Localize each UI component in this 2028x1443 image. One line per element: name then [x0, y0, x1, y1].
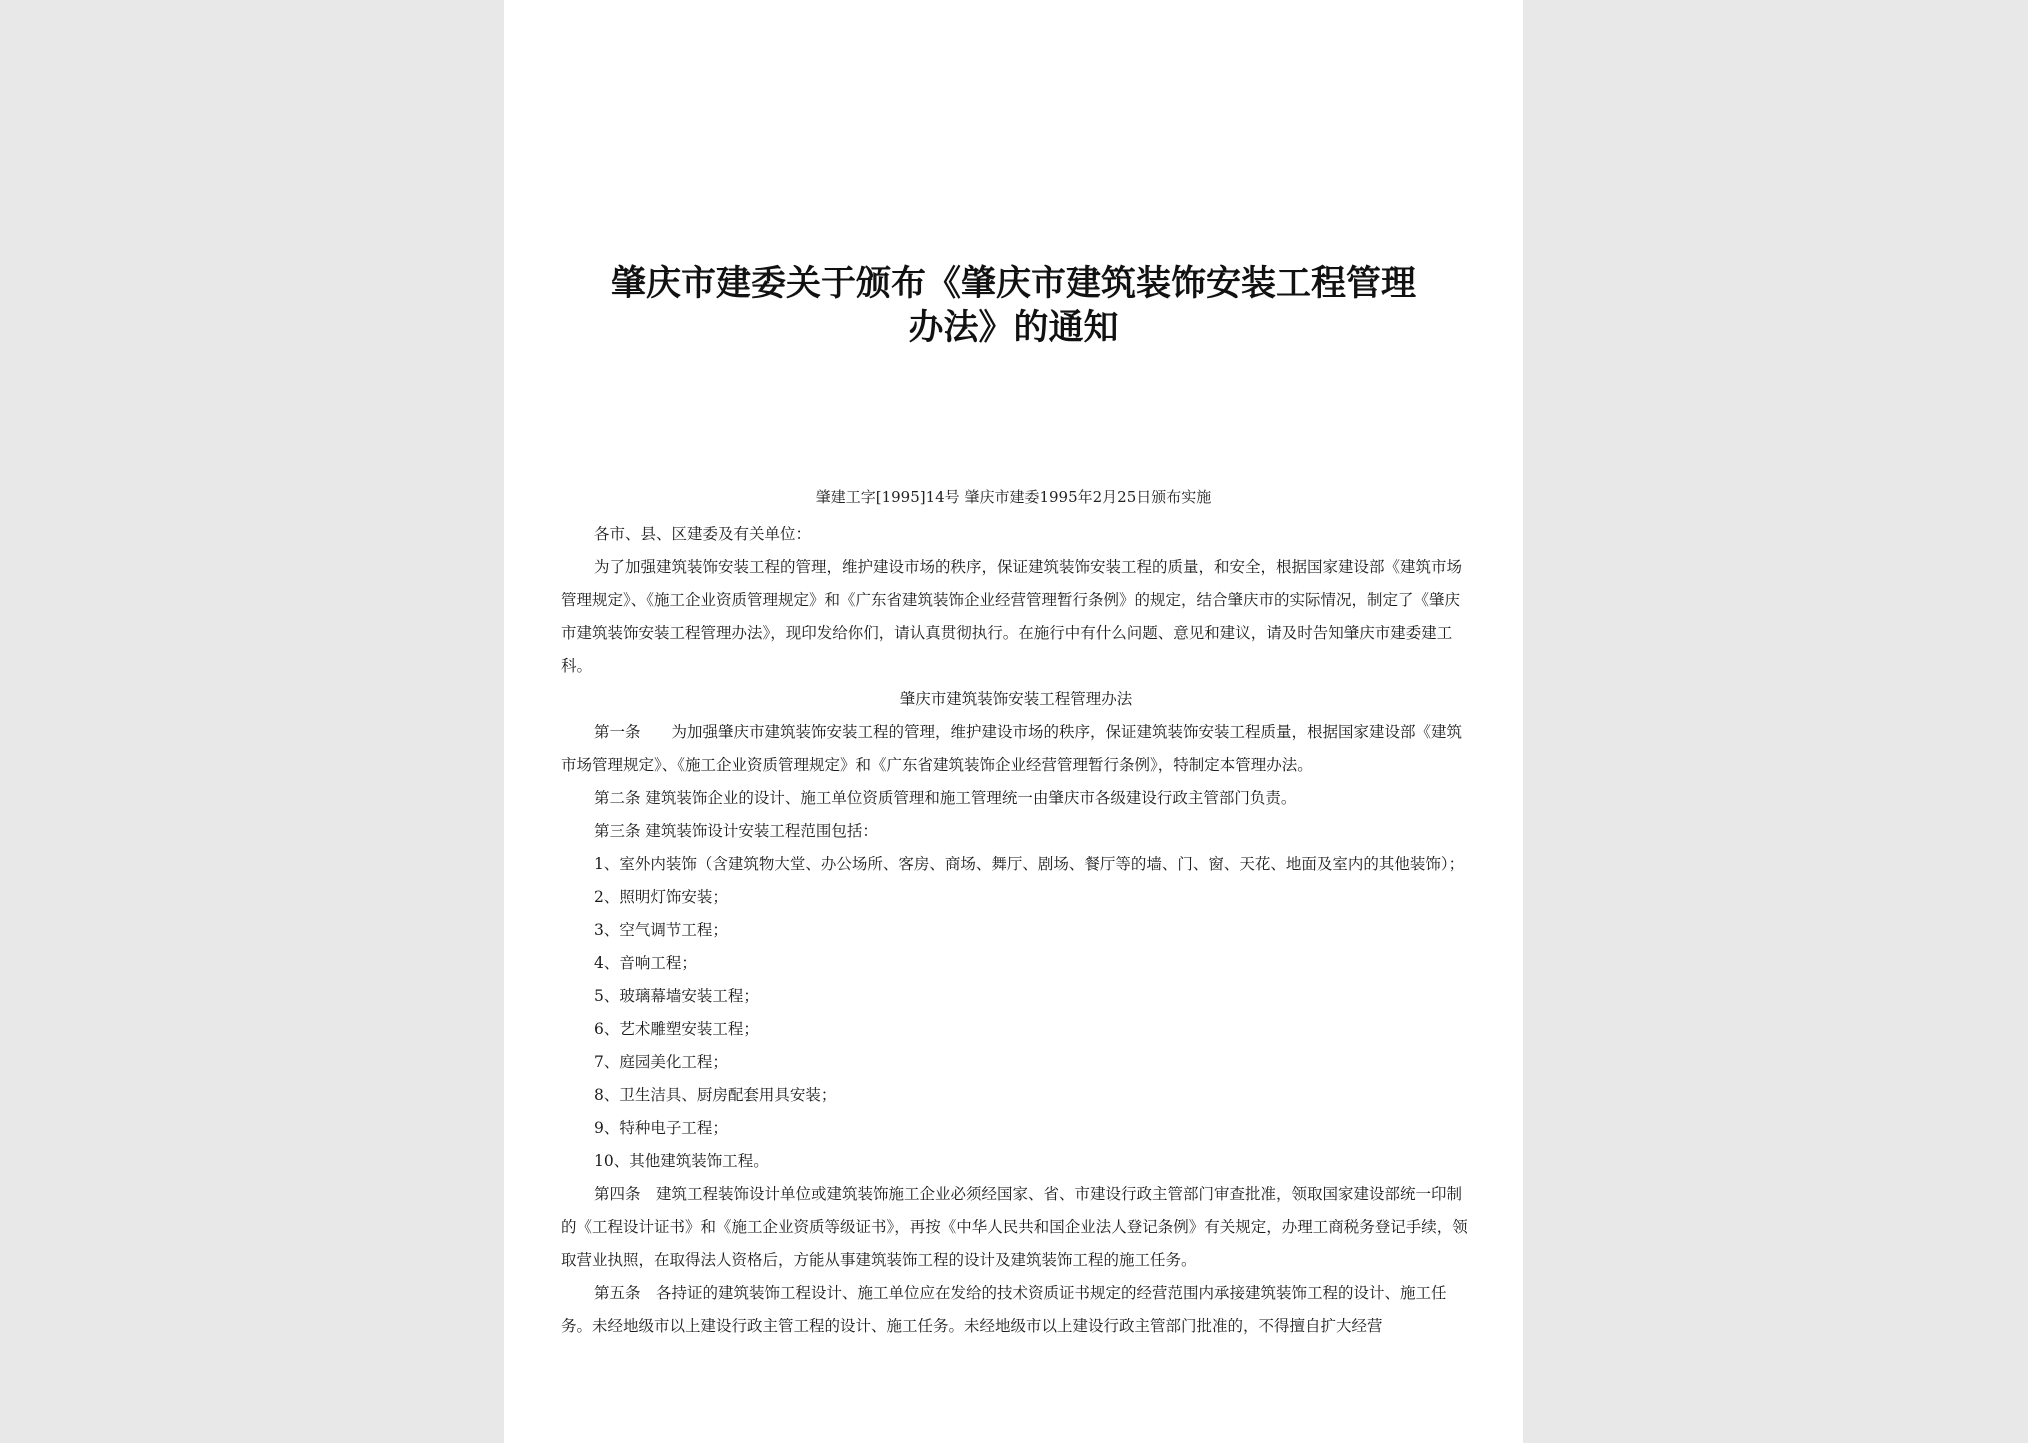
- article-1: 第一条 为加强肇庆市建筑装饰安装工程的管理，维护建设市场的秩序，保证建筑装饰安装工程质量，根据国家建设部《建筑市场管理规定》、《施工企业资质管理规定》和《广东省建筑装饰企业经营管理暂行条例》，特制定本管理办法。: [561, 723, 1463, 774]
- document-page: [504, 0, 1523, 1443]
- title-line-1: 肇庆市建委关于颁布《肇庆市建筑装饰安装工程管理: [610, 264, 1416, 304]
- list-item: 2、照明灯饰安装；: [594, 888, 728, 906]
- list-item: 1、室外内装饰（含建筑物大堂、办公场所、客房、商场、舞厅、剧场、餐厅等的墙、门、窗、天花、地面及室内的其他装饰）；: [594, 855, 1465, 873]
- list-item: 6、艺术雕塑安装工程；: [594, 1020, 759, 1038]
- list-item: 4、音响工程；: [594, 954, 697, 972]
- document-body: [561, 518, 1471, 1343]
- title-line-2: 办法》的通知: [908, 308, 1119, 348]
- article-5: 第五条 各持证的建筑装饰工程设计、施工单位应在发给的技术资质证书规定的经营范围内承接建筑装饰工程的设计、施工任务。未经地级市以上建设行政主管工程的设计、施工任务。未经地级市以上建设行政主管部门批准的，不得擅自扩大经营: [561, 1284, 1447, 1335]
- list-item: 5、玻璃幕墙安装工程；: [594, 987, 759, 1005]
- section-title: 肇庆市建筑装饰安装工程管理办法: [899, 690, 1133, 708]
- list-item: 8、卫生洁具、厨房配套用具安装；: [594, 1086, 837, 1104]
- paragraph-intro: 为了加强建筑装饰安装工程的管理，维护建设市场的秩序，保证建筑装饰安装工程的质量，和安全，根据国家建设部《建筑市场管理规定》、《施工企业资质管理规定》和《广东省建筑装饰企业经营管理暂行条例》的规定，结合肇庆市的实际情况，制定了《肇庆市建筑装饰安装工程管理办法》，现印发给你们，请认真贯彻执行。在施行中有什么问题、意见和建议，请及时告知肇庆市建委建工科。: [561, 558, 1463, 675]
- list-item: 7、庭园美化工程；: [594, 1053, 728, 1071]
- article-4: 第四条 建筑工程装饰设计单位或建筑装饰施工企业必须经国家、省、市建设行政主管部门审查批准，领取国家建设部统一印制的《工程设计证书》和《施工企业资质等级证书》，再按《中华人民共和国企业法人登记条例》有关规定，办理工商税务登记手续，领取营业执照，在取得法人资格后，方能从事建筑装饰工程的设计及建筑装饰工程的施工任务。: [561, 1185, 1468, 1269]
- list-item: 10、其他建筑装饰工程。: [594, 1152, 769, 1170]
- document-title: [504, 262, 1523, 350]
- list-item: 9、特种电子工程；: [594, 1119, 728, 1137]
- issue-line: 肇建工字[1995]14号 肇庆市建委1995年2月25日颁布实施: [815, 488, 1212, 506]
- article-2: 第二条 建筑装饰企业的设计、施工单位资质管理和施工管理统一由肇庆市各级建设行政主管部门负责。: [594, 789, 1297, 807]
- list-item: 3、空气调节工程；: [594, 921, 728, 939]
- article-3: 第三条 建筑装饰设计安装工程范围包括：: [594, 822, 878, 840]
- paragraph-salutation: 各市、县、区建委及有关单位：: [594, 525, 812, 543]
